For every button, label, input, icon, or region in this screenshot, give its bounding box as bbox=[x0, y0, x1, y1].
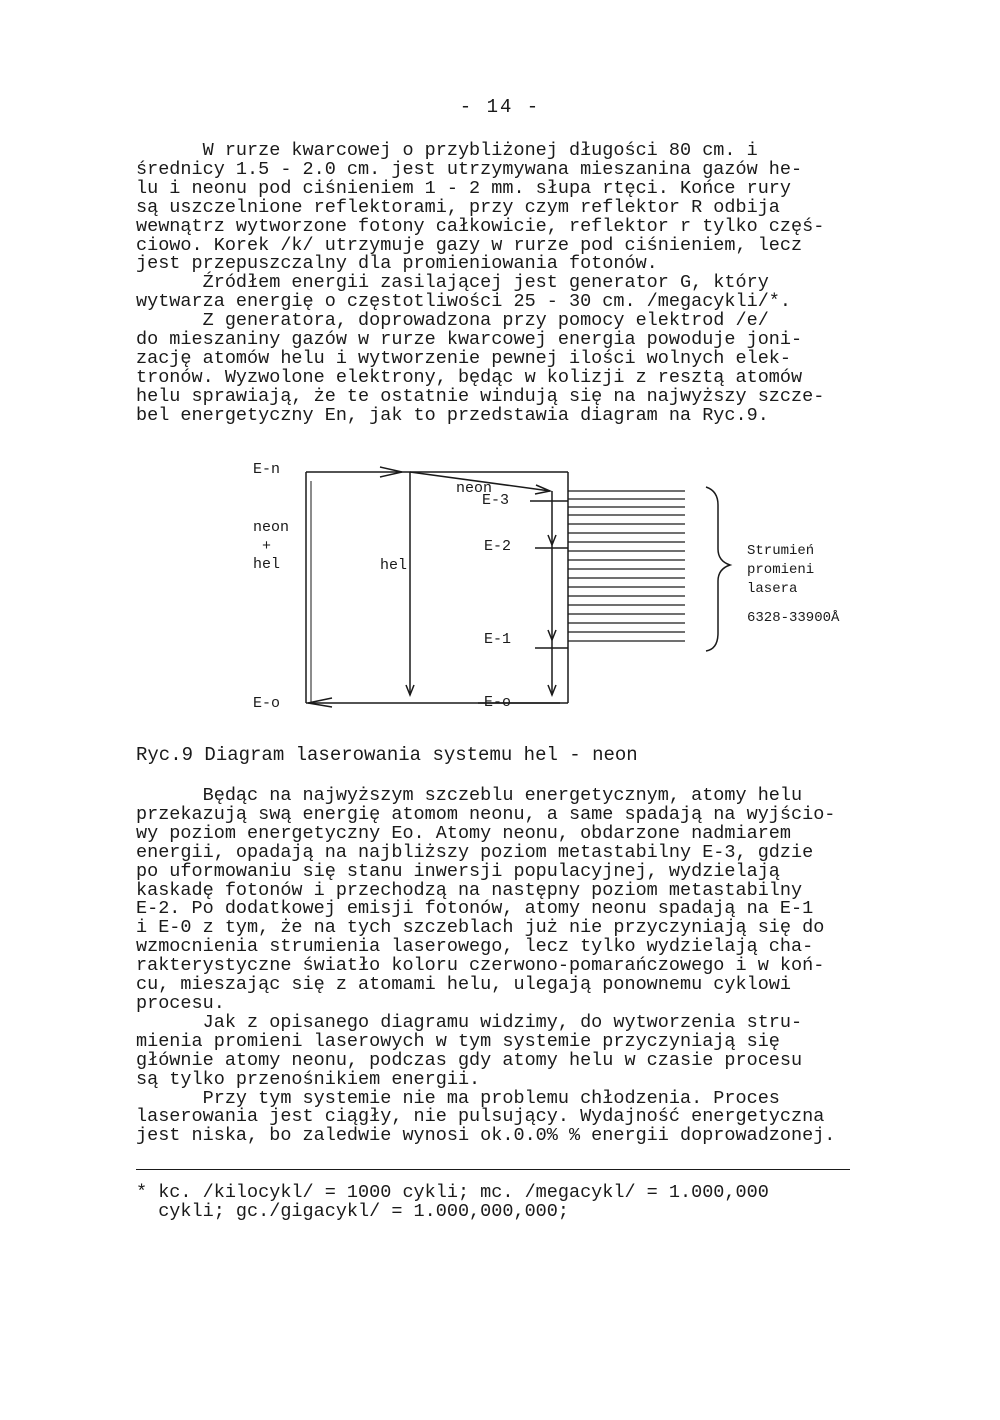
beam-brace bbox=[706, 487, 730, 651]
label-e3: E-3 bbox=[482, 492, 510, 509]
footnote-divider bbox=[136, 1169, 850, 1170]
beam-label-3: lasera bbox=[747, 581, 798, 597]
beam-wavelength: 6328-33900Å bbox=[747, 610, 840, 626]
footnote: * kc. /kilocykl/ = 1000 cykli; mc. /megacykl/ = 1.000,000 cykli; gc./gigacykl/ = 1.000,000,000; bbox=[136, 1182, 769, 1222]
label-e0: E-o bbox=[484, 694, 512, 711]
beam-label-1: Strumień bbox=[747, 543, 815, 559]
laser-diagram bbox=[230, 445, 890, 715]
laser-beam-lines bbox=[568, 491, 685, 641]
label-e-n: E-n bbox=[253, 461, 281, 478]
label-plus: + bbox=[262, 538, 272, 555]
label-hel-column: hel bbox=[380, 557, 408, 574]
beam-label-2: promieni bbox=[747, 562, 815, 578]
label-e-o: E-o bbox=[253, 695, 281, 712]
label-neon-left: neon bbox=[253, 519, 290, 536]
label-neon-level: neon bbox=[456, 480, 493, 497]
paragraph-1: W rurze kwarcowej o przybliżonej długości 80 cm. i średnicy 1.5 - 2.0 cm. jest utrzymywana mieszanina gazów he- lu i neonu pod ciśnieniem 1 - 2 mm. słupa rtęci. Końce rury są uszczelnione reflektorami, przy czym reflektor R odbija wewnątrz wytworzone fotony całkowicie, reflektor r tylko częś- ciowo. Korek /k/ utrzymuje gazy w rurze pod ciśnieniem, lecz jest przepuszczalny dla promieniowania fotonów. Źródłem energii zasilającej jest generator G, który wytwarza energię o częstotliwości 25 - 30 cm. /megacykli/*. Z generatora, doprowadzona przy pomocy elektrod /e/ do mieszaniny gazów w rurze kwarcowej energia powoduje joni- zację atomów helu i wytworzenie pewnej ilości wolnych elek- tronów. Wyzwolone elektrony, będąc w kolizji z resztą atomów helu sprawiają, że te ostatnie windują się na najwyższy szcze- bel energetyczny En, jak to przedstawia diagram na Ryc.9. bbox=[136, 140, 825, 426]
paragraph-2: Będąc na najwyższym szczeblu energetycznym, atomy helu przekazują swą energię atomom neonu, a same spadają na wyjścio- wy poziom energetyczny Eo. Atomy neonu, obdarzone nadmiarem energii, opadają na najbliższy poziom metastabilny E-3, gdzie po uformowaniu się stanu inwersji populacyjnej, wydzielają kaskadę fotonów i przechodzą na następny poziom metastabilny E-2. Po dodatkowej emisji fotonów, atomy neonu spadają na E-1 i E-0 z tym, że na tych szczeblach już nie przyczyniają się do wzmocnienia strumienia laserowego, lecz tylko wydzielają cha- rakterystyczne światło koloru czerwono-pomarańczowego i w koń- cu, mieszając się z atomami helu, ulegają ponownemu cyklowi procesu. Jak z opisanego diagramu widzimy, do wytworzenia stru- mienia promieni laserowych w tym systemie przyczyniają się głównie atomy neonu, podczas gdy atomy helu w czasie procesu są tylko przenośnikiem energii. Przy tym systemie nie ma problemu chłodzenia. Proces laserowania jest ciągły, nie pulsujący. Wydajność energetyczna jest niska, bo zaledwie wynosi ok.0.0% % energii doprowadzonej. bbox=[136, 785, 836, 1147]
figure-caption: Ryc.9 Diagram laserowania systemu hel - neon bbox=[136, 744, 638, 766]
label-e2: E-2 bbox=[484, 538, 512, 555]
label-hel-left: hel bbox=[253, 556, 281, 573]
page-number: - 14 - bbox=[459, 96, 541, 118]
label-e1: E-1 bbox=[484, 631, 512, 648]
